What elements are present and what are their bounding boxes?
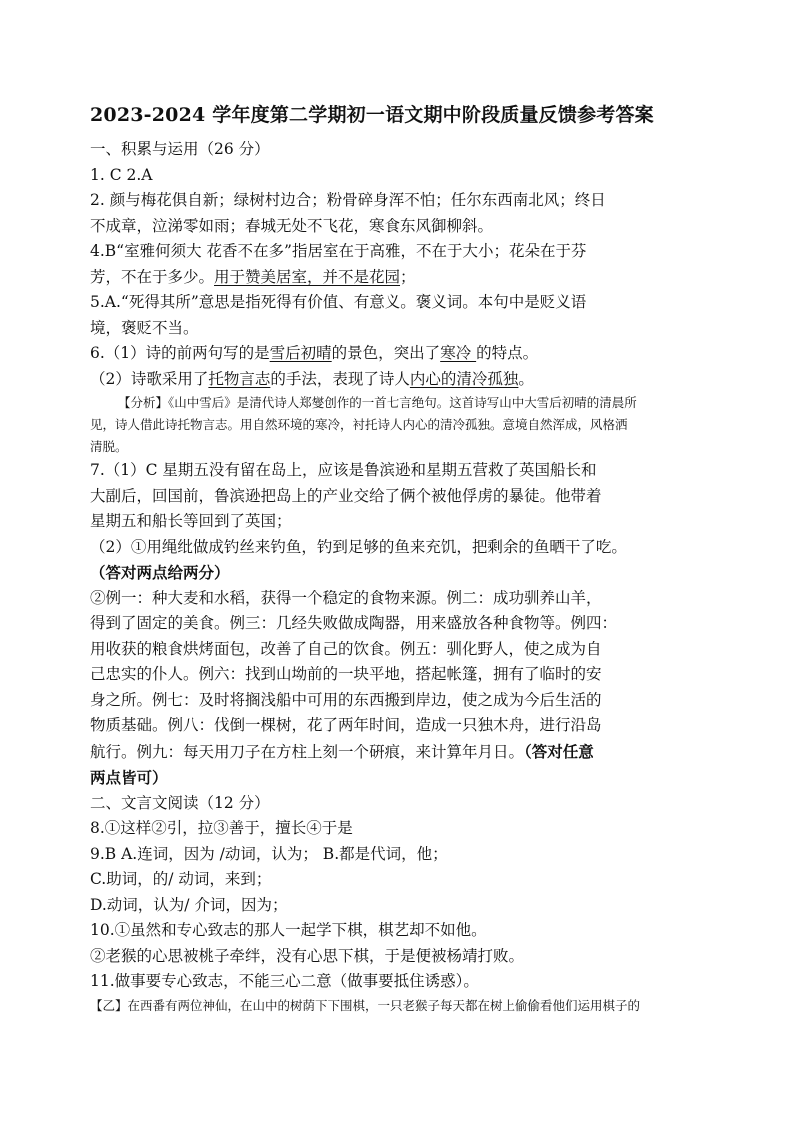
q7-examples-3: 用收获的粮食烘烤面包，改善了自己的饮食。例五：驯化野人，使之成为自: [90, 639, 602, 658]
q7-line-2: 大副后，回国前，鲁滨逊把岛上的产业交给了俩个被他俘虏的暴徒。他带着: [90, 486, 602, 505]
q4-line-2-end: ；: [400, 267, 416, 286]
q7-examples-7: 航行。例九：每天用刀子在方柱上刻一个硏痕，来计算年月日。（答对任意: [90, 741, 594, 761]
q5-line-2: 境，褒贬不当。: [90, 318, 199, 337]
q7-scoring-note-2: （答对任意: [524, 741, 594, 761]
analysis-line-3: 清脱。: [90, 439, 128, 454]
q7-examples-2: 得到了固定的美食。例三：几经失败做成陶器，用来盛放各种食物等。例四：: [90, 614, 618, 632]
section-2-heading: 二、文言文阅读（12 分）: [90, 793, 270, 812]
translation-line: 【乙】在西番有两位神仙，在山中的树荫下下围棋，一只老猴子每天都在树上偷偷看他们运用棋子的: [90, 997, 641, 1013]
q7-line-1: 7.（1）C 星期五没有留在岛上，应该是鲁滨逊和星期五营救了英国船长和: [90, 461, 597, 479]
q11-answer: 11.做事要专心致志，不能三心二意（做事要抵住诱惑）。: [90, 972, 479, 990]
q6-part-1: 6.（1）诗的前两句写的是雪后初晴的景色，突出了寒冷 的特点。: [90, 344, 539, 362]
q6-underlined-2: 寒冷: [440, 344, 477, 362]
q7-line-3: 星期五和船长等回到了英国；: [90, 512, 292, 530]
q4-line-2-text: 芳，不在于多少。: [90, 267, 215, 286]
section-1-heading: 一、积累与运用（26 分）: [90, 140, 270, 158]
q9-line-2: C.助词，的/ 动词，来到；: [90, 870, 272, 888]
q2-line-2: 不成章，泣涕零如雨；春城无处不飞花，寒食东风御柳斜。: [90, 216, 494, 235]
analysis-line-1: 【分析】《山中雪后》是清代诗人郑燮创作的一首七言绝句。这首诗写山中大雪后初晴的清晨所: [118, 395, 637, 410]
q6-underlined-1: 雪后初晴: [269, 344, 332, 362]
q7-examples-4: 己忠实的仆人。例六：找到山坳前的一块平地，搭起帐篷，拥有了临时的安: [90, 665, 602, 683]
q2-line-1: 2. 颜与梅花俱自新；绿树村边合；粉骨碎身浑不怕；任尔东西南北风；终日: [90, 191, 606, 209]
q6-underlined-3: 托物言志: [208, 369, 271, 388]
q1-q2-answer: 1. C 2.A: [90, 165, 153, 184]
q6-underlined-4: 内心的清冷孤独: [409, 369, 519, 388]
q4-underlined: 用于赞美居室，并不是花园: [214, 267, 401, 286]
q7-scoring-note: （答对两点给两分）: [90, 563, 230, 582]
document-title: 2023-2024 学年度第二学期初一语文期中阶段质量反馈参考答案: [90, 104, 654, 126]
q4-line-1: 4.B“室雅何须大 花香不在多”指居室在于高雅，不在于大小；花朵在于芬: [90, 242, 587, 260]
q6-part-2: （2）诗歌采用了托物言志的手法，表现了诗人内心的清冷孤独。: [90, 369, 534, 388]
analysis-line-2: 见，诗人借此诗托物言志。用自然环境的寒冷，衬托诗人内心的清冷孤独。意境自然浑成，风格洒: [90, 417, 628, 432]
q10-line-2: ②老猴的心思被桃子牵绊，没有心思下棋，于是便被杨靖打败。: [90, 946, 525, 965]
q10-line-1: 10.①虽然和专心致志的那人一起学下棋，棋艺却不如他。: [90, 921, 487, 939]
q4-line-2: [90, 265, 720, 291]
q7-line-4: （2）①用绳纰做成钓丝来钓鱼，钓到足够的鱼来充饥，把剩余的鱼晒干了吃。: [90, 537, 627, 556]
q8-answer: 8.①这样②引，拉③善于，擅长④于是: [90, 819, 353, 837]
answer-sheet: [90, 100, 720, 1017]
q7-examples-5: 身之所。例七：及时将搁浅船中可用的东西搬到岸边，使之成为今后生活的: [90, 690, 602, 709]
q9-line-3: D.动词，认为/ 介词，因为；: [90, 895, 288, 914]
q7-examples-6: 物质基础。例八：伐倒一棵树，花了两年时间，造成一只独木舟，进行沿岛: [90, 716, 602, 734]
q7-examples-1: ②例一：种大麦和水稻，获得一个稳定的食物来源。例二：成功驯养山羊，: [90, 588, 602, 607]
q7-scoring-note-3: 两点皆可）: [90, 768, 168, 787]
q5-line-1: 5.A.“死得其所”意思是指死得有价值、有意义。褒义词。本句中是贬义语: [90, 293, 587, 311]
q9-line-1: 9.B A.连词，因为 /动词，认为； B.都是代词，他；: [90, 844, 448, 863]
